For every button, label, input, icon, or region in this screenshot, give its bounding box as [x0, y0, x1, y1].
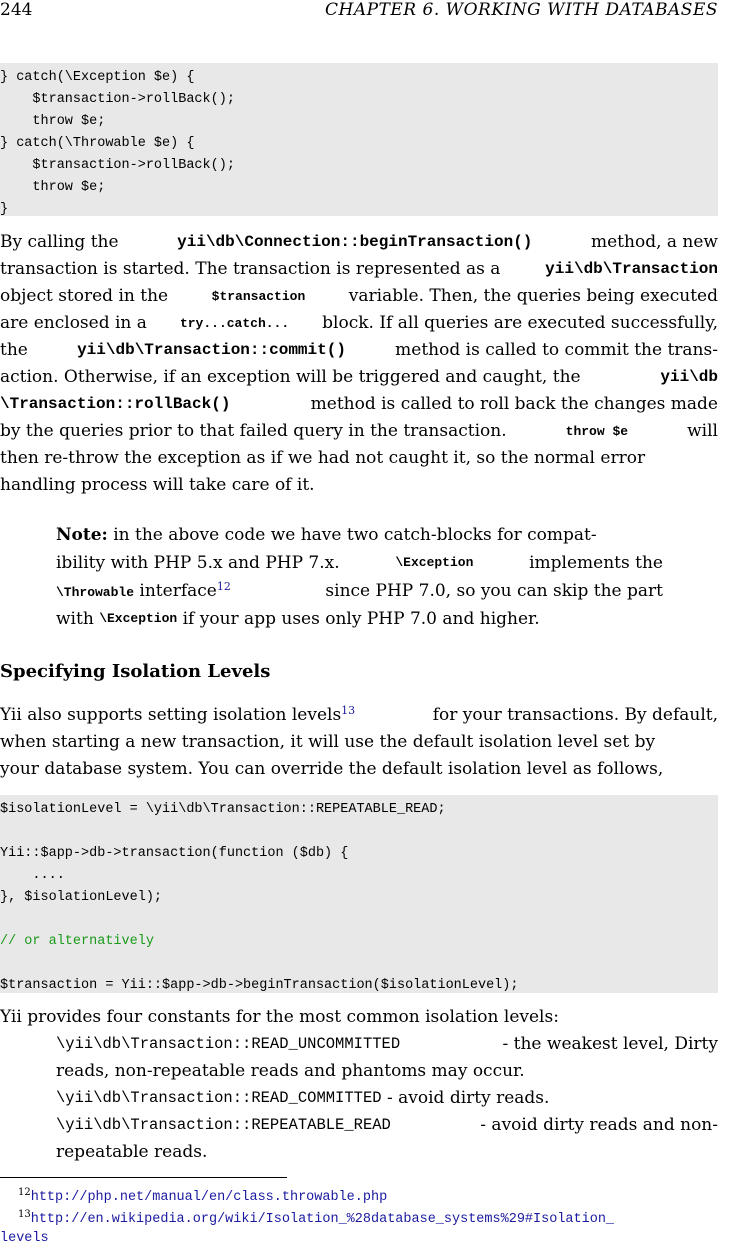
text: then re-throw the exception as if we had not caught it, so the normal error: [0, 448, 646, 468]
text: ibility with PHP 5.x and PHP 7.x.: [56, 553, 340, 573]
footnote-link[interactable]: levels: [0, 1231, 49, 1246]
text: the: [0, 340, 28, 360]
code-line: throw $e;: [0, 114, 106, 129]
code-line: $transaction->rollBack();: [0, 92, 235, 107]
code-line: [0, 821, 718, 843]
code-line: Yii::$app->db->transaction(function ($db) {: [0, 846, 349, 861]
list-item-text: - avoid dirty reads and non-: [480, 1115, 718, 1135]
inline-code: \Exception: [395, 555, 474, 570]
code-line: ....: [0, 868, 65, 883]
text: in the above code we have two catch-blocks for compat-: [113, 525, 597, 545]
code-line: [0, 953, 718, 975]
footnote-link[interactable]: http://php.net/manual/en/class.throwable.php: [30, 1190, 388, 1205]
footnote-13-cont: [0, 1226, 718, 1250]
code-line: } catch(\Exception $e) {: [0, 70, 195, 85]
text: are enclosed in a: [0, 313, 147, 333]
inline-code: throw $e: [565, 424, 629, 439]
chapter-title: CHAPTER 6. WORKING WITH DATABASES: [325, 0, 718, 20]
text: will: [687, 421, 718, 441]
text: action. Otherwise, if an exception will be triggered and caught, the: [0, 367, 581, 387]
text: object stored in the: [0, 286, 169, 306]
inline-code: yii\db\Transaction: [545, 260, 718, 278]
list-item-text: - the weakest level, Dirty: [502, 1034, 718, 1054]
inline-code: yii\db\Transaction::commit(): [77, 341, 346, 359]
inline-code: yii\db\Connection::beginTransaction(): [177, 233, 533, 251]
text: since PHP 7.0, so you can skip the part: [325, 581, 663, 601]
text: if your app uses only PHP 7.0 and higher.: [182, 609, 540, 629]
list-item-code: \yii\db\Transaction::REPEATABLE_READ: [56, 1116, 391, 1134]
footnote-number: 12: [18, 1187, 31, 1198]
inline-code: yii\db: [660, 368, 718, 386]
note-label: Note:: [56, 525, 108, 545]
text: when starting a new transaction, it will use the default isolation level set by: [0, 732, 656, 752]
code-line: $transaction = Yii::$app->db->beginTransaction($isolationLevel);: [0, 978, 519, 993]
inline-code: \Throwable: [56, 585, 135, 600]
text: your database system. You can override the default isolation level as follows,: [0, 759, 664, 779]
code-line: } catch(\Throwable $e) {: [0, 136, 195, 151]
text: variable. Then, the queries being executed: [348, 286, 718, 306]
text: method, a new: [591, 232, 718, 252]
text: with: [56, 609, 94, 629]
footnote-ref-13[interactable]: 13: [341, 704, 356, 717]
paragraph-transaction-intro: [0, 229, 718, 499]
section-heading: Specifying Isolation Levels: [0, 661, 271, 682]
list-item-code: \yii\db\Transaction::READ_UNCOMMITTED: [56, 1035, 401, 1053]
text: implements the: [529, 553, 663, 573]
text: for your transactions. By default,: [432, 705, 718, 725]
code-line: $isolationLevel = \yii\db\Transaction::REPEATABLE_READ;: [0, 802, 446, 817]
footnote-ref-12[interactable]: 12: [216, 580, 231, 593]
inline-code: try...catch...: [179, 316, 290, 331]
isolation-level-list: [56, 1031, 718, 1166]
inline-code: $transaction: [211, 289, 306, 304]
list-item-text: reads, non-repeatable reads and phantoms may occur.: [56, 1061, 525, 1081]
note-box: [56, 521, 663, 633]
code-line: }, $isolationLevel);: [0, 890, 163, 905]
code-line: $transaction->rollBack();: [0, 158, 235, 173]
code-line: }: [0, 202, 9, 217]
text: handling process will take care of it.: [0, 475, 315, 495]
text: Yii provides four constants for the most common isolation levels:: [0, 1007, 559, 1027]
running-header: [0, 0, 718, 24]
text: block. If all queries are executed successfully,: [322, 313, 718, 333]
paragraph-constants: [0, 1004, 718, 1031]
text: method is called to roll back the changes made: [310, 394, 718, 414]
list-item-text: - avoid dirty reads.: [386, 1088, 550, 1108]
text: by the queries prior to that failed query in the transaction.: [0, 421, 507, 441]
paragraph-isolation: [0, 702, 718, 783]
inline-code: \Exception: [99, 611, 178, 626]
text: method is called to commit the trans-: [395, 340, 718, 360]
code-block-exception: [0, 63, 718, 216]
footnote-link[interactable]: http://en.wikipedia.org/wiki/Isolation_%28database_systems%29#Isolation_: [30, 1212, 615, 1227]
list-item-text: repeatable reads.: [56, 1142, 208, 1162]
page-number: 244: [0, 0, 33, 20]
footnote-number: 13: [18, 1209, 31, 1220]
text: transaction is started. The transaction is represented as a: [0, 259, 501, 279]
code-line: [0, 909, 718, 931]
code-block-isolation: [0, 795, 718, 993]
code-line: throw $e;: [0, 180, 106, 195]
inline-code: \Transaction::rollBack(): [0, 395, 231, 413]
code-comment: // or alternatively: [0, 934, 154, 949]
list-item-code: \yii\db\Transaction::READ_COMMITTED: [56, 1089, 382, 1107]
text: Yii also supports setting isolation levels: [0, 705, 342, 725]
text: By calling the: [0, 232, 119, 252]
text: interface: [139, 581, 217, 601]
footnote-rule: [0, 1177, 287, 1178]
